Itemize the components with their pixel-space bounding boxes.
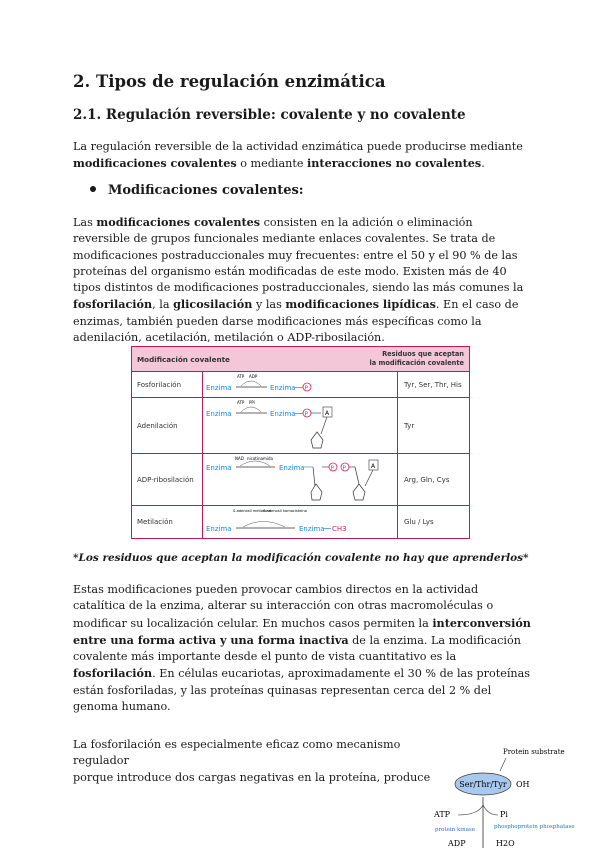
header-residues-line1: Residuos que aceptan (382, 350, 464, 358)
p4-line-2: porque introduce dos cargas negativas en la proteína, produce (73, 770, 431, 784)
row-residues: Glu / Lys (404, 518, 434, 526)
covalent-modification-table (131, 346, 470, 539)
h2o-label: H2O (496, 839, 515, 848)
table-header-residues (354, 350, 464, 368)
table-header (132, 347, 469, 371)
pi-label: Pi (500, 810, 508, 819)
kinase-cycle-figure (428, 745, 600, 848)
table-header-modification: Modificación covalente (137, 355, 230, 364)
p2-bold-3: glicosilación (173, 297, 253, 312)
ribose-ring-icon (353, 467, 365, 500)
table-footnote: *Los residuos que aceptan la modificación covalente no hay que aprenderlos* (73, 552, 529, 564)
cofactor-curve (241, 407, 261, 412)
group-label: P (342, 465, 346, 472)
p3-text-1: Estas modificaciones pueden provocar cambios directos en la actividad catalítica de la enzima, alterar su interacción con otras macromoléculas o modificar su localización celular. En muchos casos permiten la (73, 583, 494, 630)
adenine-label: A (325, 410, 330, 417)
row-residues: Tyr (404, 422, 415, 430)
phosphatase-label (494, 824, 575, 830)
subsection-title: 2.1. Regulación reversible: covalente y no covalente (73, 107, 466, 123)
table-row (132, 371, 469, 398)
table-row (132, 397, 469, 454)
group-label: P (304, 411, 308, 418)
protein-label (503, 748, 565, 756)
bond-line (321, 417, 327, 434)
atp-curve (458, 805, 483, 815)
cofactor-curve (243, 522, 285, 528)
p2-text-2: consisten en la adición o eliminación reversible de grupos funcionales mediante enlaces covalentes. Se trata de modificaciones postraduccionales muy frecuentes: entre el 50 y el 90 % de las proteínas del organismo están modificadas de este modo. Existen más de 40 tipos distintos de modificaciones postraduccionales, siendo las más comunes la (73, 216, 524, 295)
header-residues-line2: la modificación covalente (369, 359, 464, 367)
cofactor-in: ATP (237, 374, 245, 379)
adenine-label: A (371, 463, 376, 470)
intro-text-2: o mediante (236, 157, 308, 171)
cofactor-in: ATP (237, 400, 245, 405)
enzyme-label: Enzima (270, 410, 296, 418)
group-label: P (330, 465, 334, 472)
cofactor-curve (240, 461, 270, 466)
atp-label: ATP (434, 810, 451, 819)
oh-label: OH (516, 780, 530, 789)
row-name: ADP-ribosilación (137, 476, 194, 484)
intro-bold-1: modificaciones covalentes (73, 156, 237, 171)
residue-label: Ser/Thr/Tyr (459, 780, 507, 789)
bullet-heading (90, 183, 304, 198)
covalent-paragraph (73, 214, 533, 346)
kinase-label: protein kinase (435, 827, 475, 833)
intro-paragraph (73, 139, 533, 173)
protein-substrate-label: Protein substrate (503, 748, 565, 756)
p3-text-3: . En células eucariotas, aproximadamente el 30 % de las proteínas están fosforiladas, y las proteínas quinasas representan cerca del 2 % del genoma humano. (73, 667, 531, 714)
bullet-dot-icon (90, 186, 96, 192)
section-title: 2. Tipos de regulación enzimática (73, 72, 386, 91)
p2-bold-1: modificaciones covalentes (96, 215, 261, 229)
cofactor-curve (241, 381, 261, 386)
intro-text-3: . (481, 157, 485, 171)
enzyme-label: Enzima (299, 525, 325, 533)
p2-text-4: y las (252, 298, 286, 312)
enzyme-label: Enzima (279, 464, 305, 472)
cofactor-out: nicotinamida (247, 456, 273, 461)
phosphorylation-paragraph (73, 737, 433, 786)
p3-text-2: de la enzima. La modificación covalente más importante desde el punto de vista cuantitativo es la (73, 633, 521, 664)
p2-bold-4: modificaciones lipídicas (285, 297, 436, 312)
cofactor-out: ADP (249, 374, 258, 379)
bullet-heading-text: Modificaciones covalentes: (108, 183, 304, 198)
row-residues: Tyr, Ser, Thr, His (404, 381, 462, 389)
p3-bold-2: fosforilación (73, 666, 153, 681)
row-name: Metilación (137, 518, 173, 526)
adp-label: ADP (448, 839, 466, 848)
enzyme-label: Enzima (206, 410, 232, 418)
enzyme-label: Enzima (206, 464, 232, 472)
ribose-ring-icon (311, 467, 322, 500)
p2-text-1: Las (73, 216, 97, 229)
effects-paragraph (73, 582, 533, 715)
intro-bold-2: interacciones no covalentes (307, 156, 482, 171)
methylation-scheme (203, 506, 397, 538)
pi-curve (483, 805, 498, 815)
p2-bold-2: fosforilación (73, 297, 153, 312)
table-row (132, 453, 469, 506)
row-residues: Arg, Gln, Cys (404, 476, 450, 484)
phosphatase-label-text: phosphoprotein phosphatase (494, 824, 575, 830)
cofactor-out: S-adenosil homocisteína (263, 509, 307, 513)
adp-ribosylation-scheme (203, 454, 397, 506)
adenylation-scheme (203, 398, 397, 454)
cofactor-in: S-adenosil metionina (233, 509, 271, 513)
cofactor-out: PPi (249, 400, 255, 405)
p4-line-1: La fosforilación es especialmente eficaz como mecanismo regulador (73, 738, 401, 768)
group-label: P (304, 385, 308, 392)
intro-text-1: La regulación reversible de la actividad enzimática puede producirse mediante (73, 140, 523, 153)
enzyme-label: Enzima (270, 384, 296, 392)
p3-bold-1: interconversión entre una forma activa y una forma inactiva (73, 615, 531, 647)
methyl-group-label: CH3 (332, 525, 347, 533)
p2-text-3: , la (152, 298, 174, 312)
enzyme-label: Enzima (206, 525, 232, 533)
row-name: Adenilación (137, 422, 178, 430)
phosphorylation-scheme (203, 372, 397, 398)
p2-text-5: . En el caso de enzimas, también pueden darse modificaciones más específicas como la adenilación, acetilación, metilación o ADP-ribosilación. (73, 298, 519, 345)
enzyme-label: Enzima (206, 384, 232, 392)
ribose-ring-icon (311, 432, 323, 448)
table-row (132, 505, 469, 538)
pointer-line (500, 758, 506, 771)
bond-line (365, 470, 373, 486)
row-name: Fosforilación (137, 381, 182, 389)
cofactor-in: NAD (235, 456, 244, 461)
